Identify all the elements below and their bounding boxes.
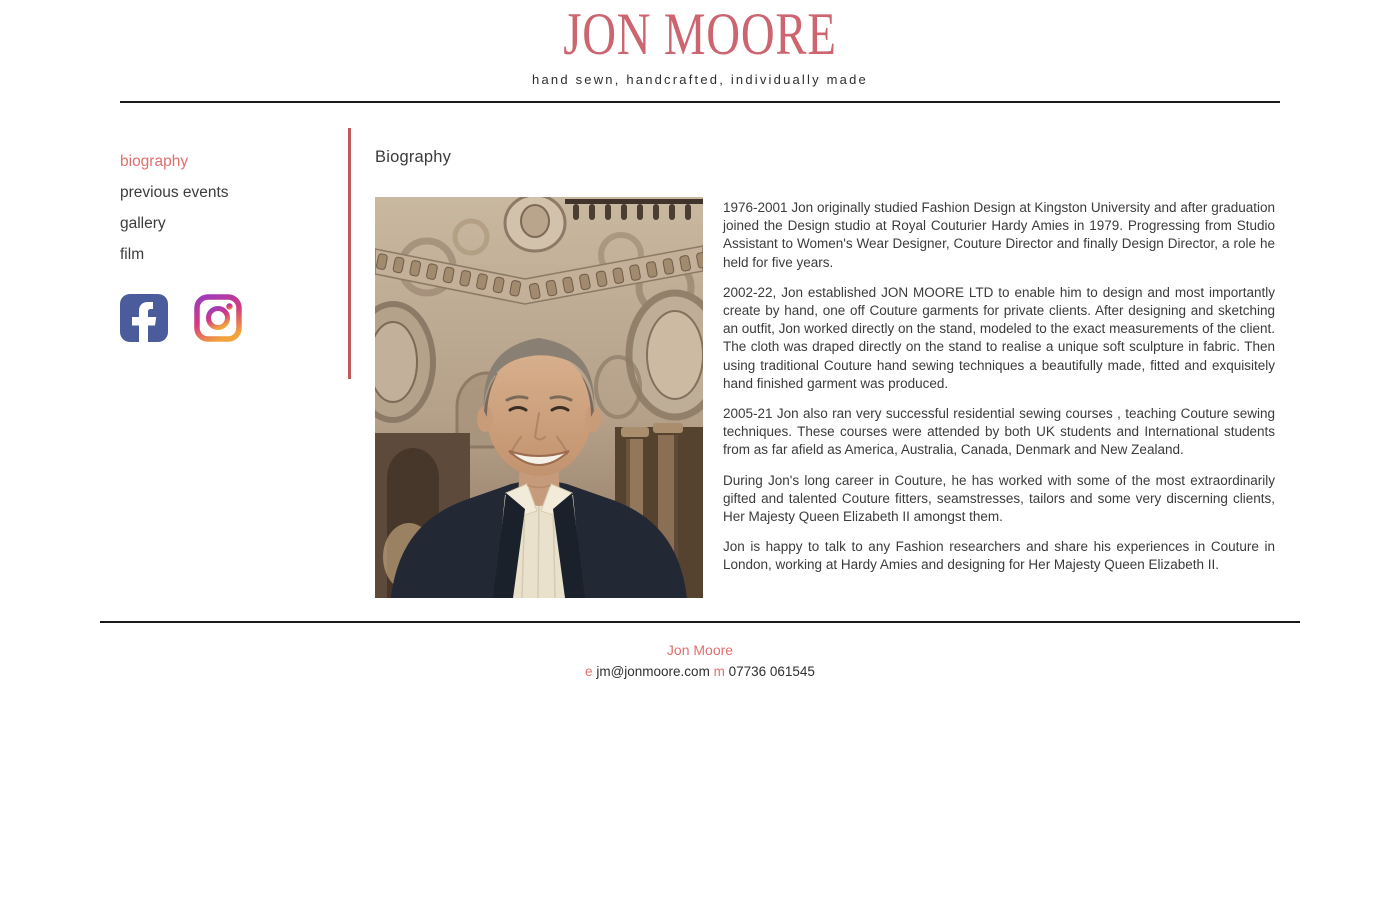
phone-number: 07736 061545 bbox=[728, 664, 815, 679]
content-area bbox=[0, 103, 1400, 598]
bio-paragraph-3: 2005-21 Jon also ran very successful residential sewing courses , teaching Couture sewing techniques. These courses were attended by both UK students and International students from as far afield as America, Australia, Canada, Denmark and New Zealand. bbox=[723, 406, 1275, 458]
sidebar-item-previous-events[interactable]: previous events bbox=[120, 184, 229, 201]
site-footer bbox=[0, 621, 1400, 679]
bio-paragraph-1: 1976-2001 Jon originally studied Fashion Design at Kingston University and after graduation joined the Design studio at Royal Couturier Hardy Amies in 1979. Progressing from Studio Assistant to Women's Wear Designer, Couture Director and finally Design Director, a role he held for five years. bbox=[723, 200, 1275, 270]
sidebar-item-film[interactable]: film bbox=[120, 246, 145, 263]
sidebar-item-gallery[interactable]: gallery bbox=[120, 215, 166, 232]
social-links bbox=[120, 294, 348, 342]
bio-paragraph-5: Jon is happy to talk to any Fashion researchers and share his experiences in Couture in London, working at Hardy Amies and designing for Her Majesty Queen Elizabeth II. bbox=[723, 539, 1275, 573]
footer-name: Jon Moore bbox=[666, 642, 734, 658]
vertical-divider bbox=[348, 128, 351, 379]
instagram-icon[interactable] bbox=[194, 294, 242, 342]
bio-paragraph-4: During Jon's long career in Couture, he has worked with some of the most extraordinarily gifted and talented Couture fitters, seamstresses, tailors and some very discerning clients, Her Majesty Queen Elizabeth II amongst them. bbox=[723, 472, 1275, 525]
site-tagline: hand sewn, handcrafted, individually made bbox=[532, 72, 868, 87]
sidebar-nav bbox=[120, 103, 348, 342]
portrait-photo bbox=[375, 197, 703, 598]
facebook-icon[interactable] bbox=[120, 294, 168, 342]
email-label: e bbox=[585, 664, 593, 679]
biography-text bbox=[723, 197, 1275, 598]
footer-contact bbox=[0, 664, 1400, 679]
phone-label: m bbox=[713, 664, 725, 679]
page-title: Biography bbox=[375, 148, 452, 166]
email-link[interactable]: jm@jonmoore.com bbox=[596, 664, 710, 679]
sidebar-item-biography[interactable]: biography bbox=[120, 153, 189, 170]
bio-paragraph-2: 2002-22, Jon established JON MOORE LTD to enable him to design and most importantly create by hand, one off Couture garments for private clients. After designing and sketching an outfit, Jon worked directly on the stand, modeled to the exact measurements of the client. The cloth was draped directly on the stand to realise a unique soft sculpture in fabric. Then using traditional Couture hand sewing techniques a beautifully made, fitted and exquisitely hand finished garment was produced. bbox=[723, 284, 1275, 391]
footer-divider bbox=[100, 621, 1300, 623]
main-content bbox=[375, 103, 1275, 598]
site-title: JON MOORE bbox=[563, 1, 837, 67]
site-header bbox=[0, 0, 1400, 87]
